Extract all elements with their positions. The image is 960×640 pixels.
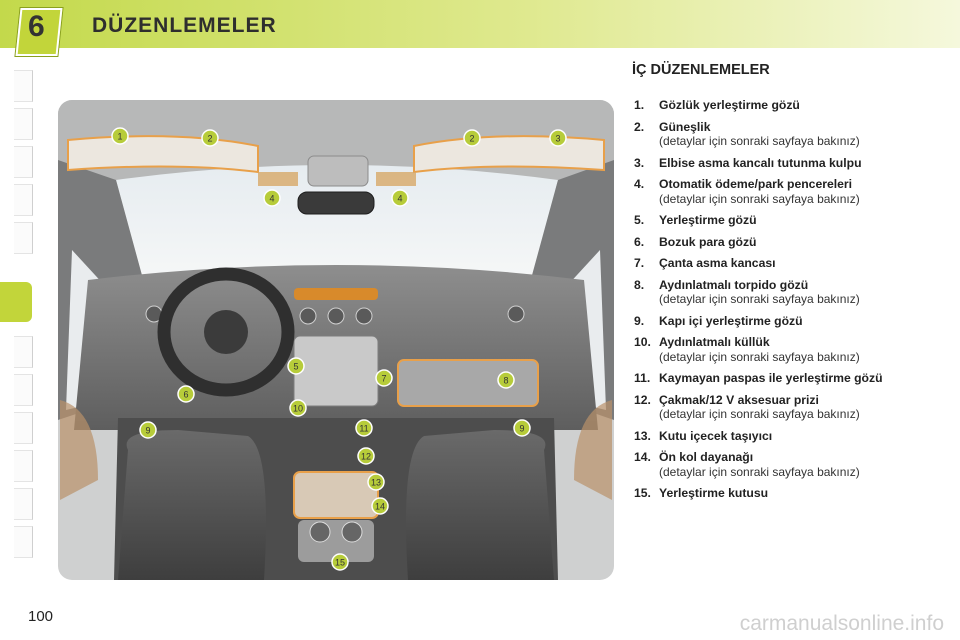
- chapter-tab[interactable]: [14, 336, 33, 368]
- steering-hub: [204, 310, 248, 354]
- legend-item: 8. Aydınlatmalı torpido gözü (detaylar için sonraki sayfaya bakınız): [634, 277, 860, 306]
- car-interior-illustration: [58, 100, 614, 580]
- center-vent-2: [328, 308, 344, 324]
- legend-item: 12. Çakmak/12 V aksesuar prizi (detaylar için sonraki sayfaya bakınız): [634, 392, 860, 421]
- chapter-tab[interactable]: [14, 450, 33, 482]
- chapter-tab[interactable]: [14, 70, 33, 102]
- legend-item: 11. Kaymayan paspas ile yerleştirme gözü: [634, 371, 883, 385]
- callout-number: 12: [360, 451, 372, 462]
- callout-marker-9: [514, 420, 530, 436]
- legend-list: [634, 98, 934, 508]
- chapter-tab[interactable]: [14, 108, 33, 140]
- callout-number: 15: [334, 557, 346, 568]
- chapter-tab[interactable]: [14, 184, 33, 216]
- interior-drawing: [58, 100, 614, 580]
- rear-vent-left: [310, 522, 330, 542]
- toll-window-right: [376, 172, 416, 186]
- callout-marker-10: [290, 400, 306, 416]
- callout-marker-12: [358, 448, 374, 464]
- callout-marker-1: [112, 128, 128, 144]
- center-console: [294, 336, 378, 406]
- watermark: carmanualsonline.info: [739, 612, 944, 635]
- legend-item: 7. Çanta asma kancası: [634, 256, 776, 270]
- callout-number: 14: [374, 501, 386, 512]
- callout-marker-3: [550, 130, 566, 146]
- driver-seat: [118, 430, 266, 580]
- callout-number: 10: [292, 403, 304, 414]
- dashboard-display: [294, 288, 378, 300]
- callout-marker-7: [376, 370, 392, 386]
- chapter-tab[interactable]: [14, 412, 33, 444]
- callout-marker-5: [288, 358, 304, 374]
- chapter-tab[interactable]: [14, 526, 33, 558]
- callout-number: 11: [359, 423, 369, 434]
- center-vent-1: [300, 308, 316, 324]
- callout-marker-14: [372, 498, 388, 514]
- chapter-tab[interactable]: [14, 488, 33, 520]
- legend-item: 2. Güneşlik (detaylar için sonraki sayfaya bakınız): [634, 119, 860, 148]
- legend-item: 10. Aydınlatmalı küllük (detaylar için sonraki sayfaya bakınız): [634, 335, 860, 364]
- page-number: 100: [28, 608, 54, 625]
- callout-number: 9: [145, 425, 151, 436]
- callout-number: 7: [381, 373, 387, 384]
- center-vent-3: [356, 308, 372, 324]
- callout-number: 2: [469, 133, 475, 144]
- chapter-tab[interactable]: [14, 374, 33, 406]
- chapter-number: 6: [28, 10, 45, 43]
- callout-number: 8: [503, 375, 509, 386]
- callout-marker-2: [202, 130, 218, 146]
- callout-marker-4: [264, 190, 280, 206]
- chapter-title: DÜZENLEMELER: [92, 14, 277, 37]
- passenger-seat: [406, 430, 554, 580]
- callout-number: 13: [370, 477, 382, 488]
- right-sun-visor: [414, 133, 604, 172]
- callout-marker-8: [498, 372, 514, 388]
- rear-vent-right: [342, 522, 362, 542]
- callout-number: 5: [293, 361, 299, 372]
- legend-item: 5. Yerleştirme gözü: [634, 213, 757, 227]
- legend-item: 1. Gözlük yerleştirme gözü: [634, 98, 800, 112]
- front-armrest: [294, 472, 378, 518]
- callout-marker-9: [140, 422, 156, 438]
- callout-number: 9: [519, 423, 525, 434]
- chapter-tabs: [0, 60, 34, 580]
- toll-window-left: [258, 172, 298, 186]
- legend-item: 3. Elbise asma kancalı tutunma kulpu: [634, 155, 862, 170]
- callout-number: 2: [207, 133, 213, 144]
- callout-marker-11: [356, 420, 372, 436]
- ceiling-console: [308, 156, 368, 186]
- callout-marker-6: [178, 386, 194, 402]
- callout-number: 6: [183, 389, 189, 400]
- callout-marker-13: [368, 474, 384, 490]
- callout-marker-15: [332, 554, 348, 570]
- section-title: İÇ DÜZENLEMELER: [632, 62, 770, 78]
- callout-number: 4: [397, 193, 403, 204]
- legend-item: 4. Otomatik ödeme/park pencereleri (detaylar için sonraki sayfaya bakınız): [634, 177, 860, 206]
- glove-box: [398, 360, 538, 406]
- chapter-tab[interactable]: [14, 222, 33, 254]
- callout-number: 1: [117, 131, 123, 142]
- callout-marker-4: [392, 190, 408, 206]
- chapter-tab-active[interactable]: [0, 282, 32, 322]
- callout-number: 4: [269, 193, 275, 204]
- legend-item: 6. Bozuk para gözü: [634, 234, 757, 249]
- rearview-mirror: [298, 192, 374, 214]
- left-sun-visor: [68, 133, 258, 172]
- legend-item: 15. Yerleştirme kutusu: [634, 486, 769, 500]
- chapter-tab[interactable]: [14, 146, 33, 178]
- legend-item: 13. Kutu içecek taşıyıcı: [634, 428, 773, 443]
- legend-item: 14. Ön kol dayanağı (detaylar için sonraki sayfaya bakınız): [634, 450, 860, 479]
- callout-number: 3: [555, 133, 561, 144]
- legend-item: 9. Kapı içi yerleştirme gözü: [634, 313, 803, 328]
- callout-marker-2: [464, 130, 480, 146]
- right-air-vent: [508, 306, 524, 322]
